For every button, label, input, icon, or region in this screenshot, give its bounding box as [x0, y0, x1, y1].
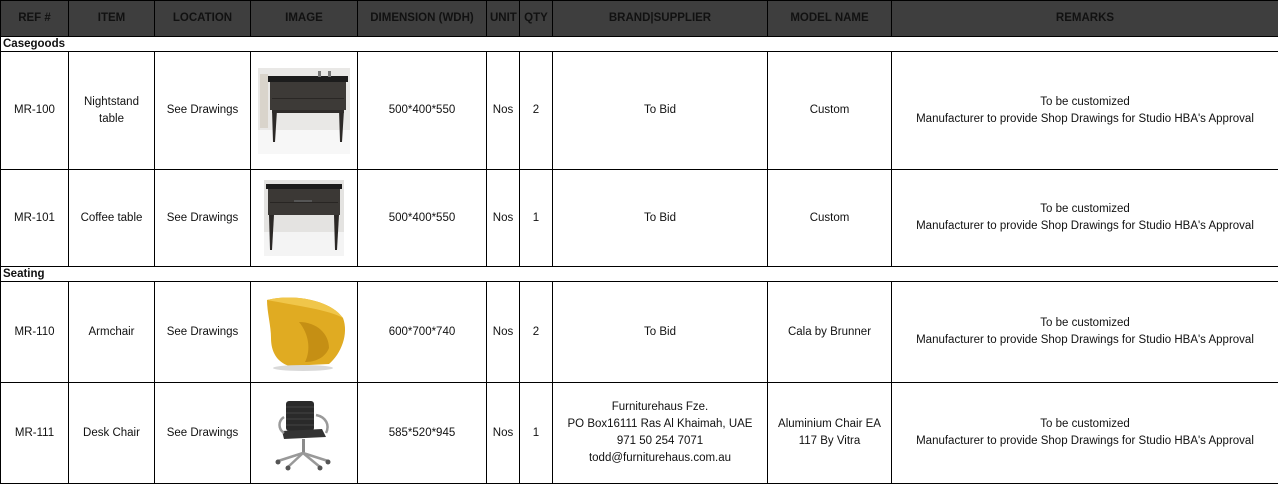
cell-item: Desk Chair: [69, 383, 155, 484]
cell-qty: 1: [520, 383, 553, 484]
cell-ref: MR-101: [1, 170, 69, 267]
cell-location: See Drawings: [155, 383, 251, 484]
cell-remarks: To be customized Manufacturer to provide Shop Drawings for Studio HBA's Approval: [892, 170, 1278, 267]
cell-image: [251, 383, 358, 484]
cell-location: See Drawings: [155, 170, 251, 267]
desk-chair-photo-icon: [258, 390, 350, 476]
nightstand-photo-icon: [258, 68, 350, 154]
cell-item: Armchair: [69, 282, 155, 383]
table-row: [1, 52, 1278, 170]
table-row: [1, 170, 1278, 267]
header-brand: BRAND|SUPPLIER: [553, 1, 768, 37]
cell-image: [251, 282, 358, 383]
cell-qty: 2: [520, 52, 553, 170]
section-row-casegoods: [1, 37, 1278, 52]
cell-model: Custom: [768, 52, 892, 170]
cell-dimension: 500*400*550: [358, 52, 487, 170]
cell-location: See Drawings: [155, 282, 251, 383]
cell-brand: To Bid: [553, 170, 768, 267]
header-image: IMAGE: [251, 1, 358, 37]
section-title: Seating: [1, 267, 1278, 282]
cell-qty: 2: [520, 282, 553, 383]
cell-remarks: To be customized Manufacturer to provide Shop Drawings for Studio HBA's Approval: [892, 282, 1278, 383]
header-row: [1, 1, 1278, 37]
cell-dimension: 500*400*550: [358, 170, 487, 267]
section-title: Casegoods: [1, 37, 1278, 52]
cell-model: Aluminium Chair EA 117 By Vitra: [768, 383, 892, 484]
cell-image: [251, 52, 358, 170]
header-unit: UNIT: [487, 1, 520, 37]
cell-unit: Nos: [487, 52, 520, 170]
coffee-table-photo-icon: [258, 175, 350, 261]
cell-model: Cala by Brunner: [768, 282, 892, 383]
cell-ref: MR-110: [1, 282, 69, 383]
section-row-seating: [1, 267, 1278, 282]
header-item: ITEM: [69, 1, 155, 37]
table-row: [1, 383, 1278, 484]
header-model: MODEL NAME: [768, 1, 892, 37]
armchair-photo-icon: [258, 289, 350, 375]
cell-dimension: 585*520*945: [358, 383, 487, 484]
cell-unit: Nos: [487, 170, 520, 267]
cell-unit: Nos: [487, 383, 520, 484]
cell-location: See Drawings: [155, 52, 251, 170]
cell-model: Custom: [768, 170, 892, 267]
header-ref: REF #: [1, 1, 69, 37]
cell-qty: 1: [520, 170, 553, 267]
cell-ref: MR-100: [1, 52, 69, 170]
cell-dimension: 600*700*740: [358, 282, 487, 383]
cell-brand: Furniturehaus Fze. PO Box16111 Ras Al Khaimah, UAE 971 50 254 7071 todd@furniturehaus.com.au: [553, 383, 768, 484]
header-remarks: REMARKS: [892, 1, 1278, 37]
cell-item: Coffee table: [69, 170, 155, 267]
header-qty: QTY: [520, 1, 553, 37]
cell-image: [251, 170, 358, 267]
table-row: [1, 282, 1278, 383]
cell-ref: MR-111: [1, 383, 69, 484]
cell-unit: Nos: [487, 282, 520, 383]
header-location: LOCATION: [155, 1, 251, 37]
header-dimension: DIMENSION (WDH): [358, 1, 487, 37]
cell-brand: To Bid: [553, 282, 768, 383]
cell-item: Nightstand table: [69, 52, 155, 170]
cell-brand: To Bid: [553, 52, 768, 170]
cell-remarks: To be customized Manufacturer to provide Shop Drawings for Studio HBA's Approval: [892, 383, 1278, 484]
cell-remarks: To be customized Manufacturer to provide Shop Drawings for Studio HBA's Approval: [892, 52, 1278, 170]
